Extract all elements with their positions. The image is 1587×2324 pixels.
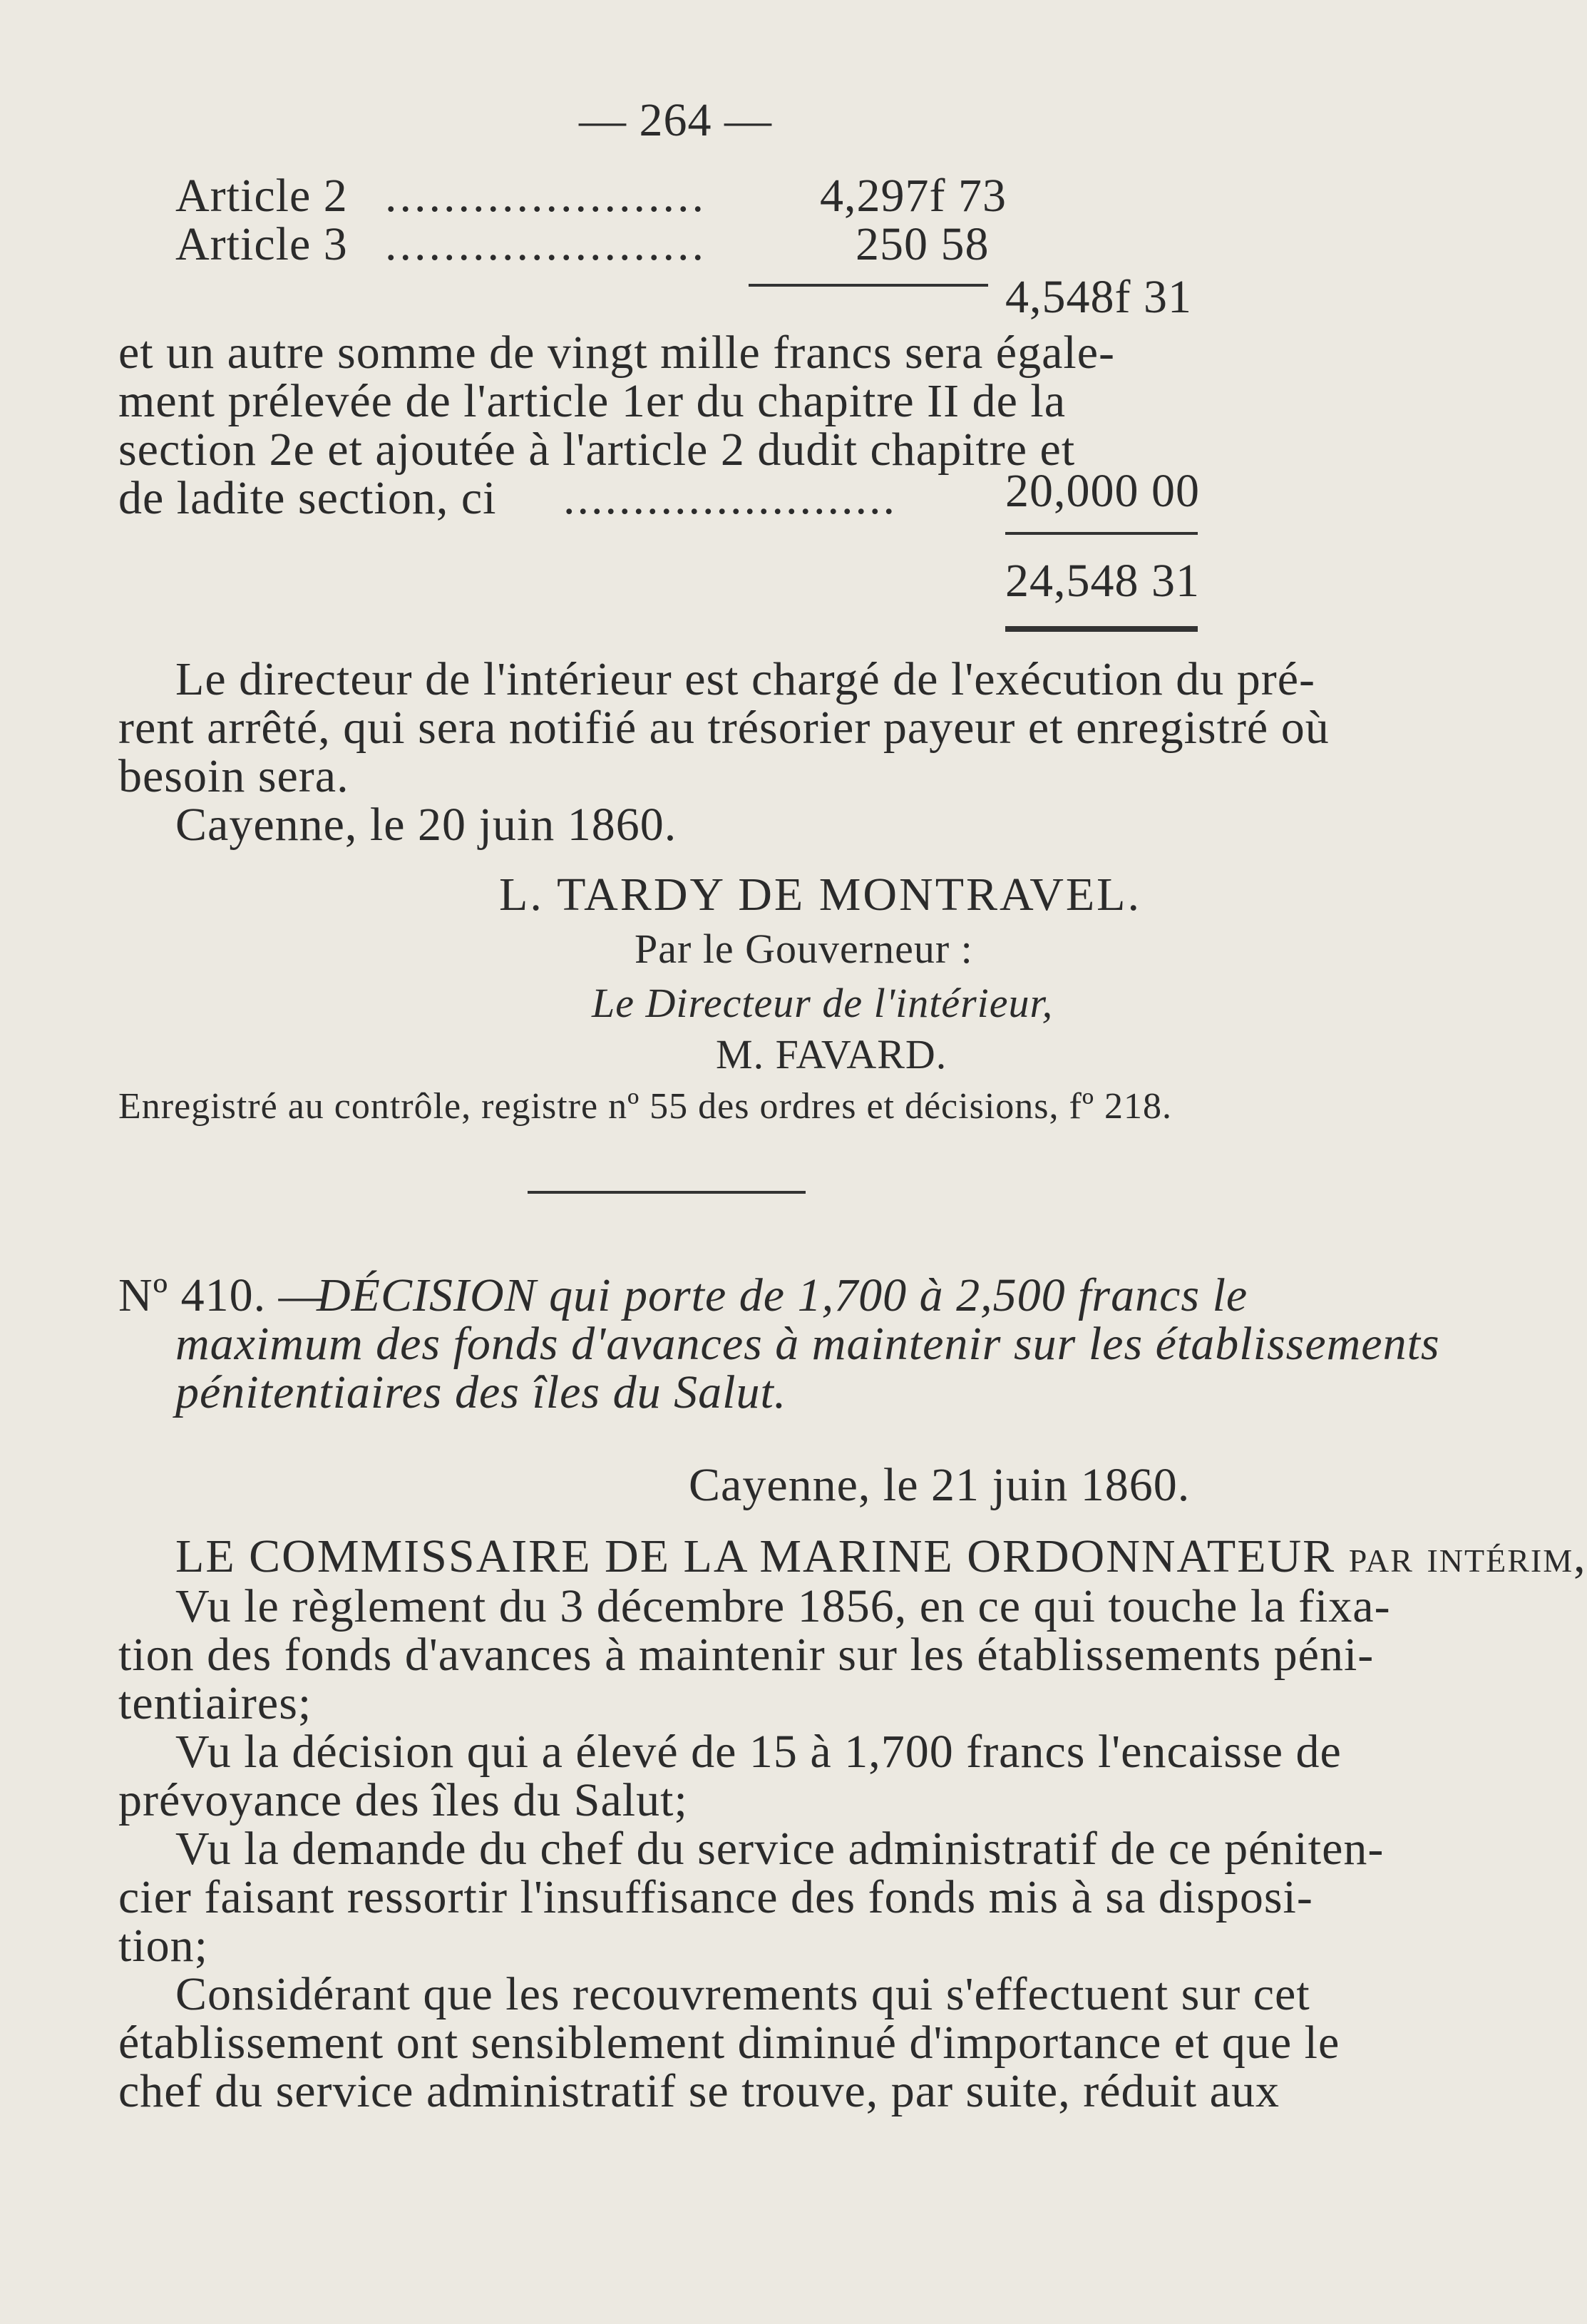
article-3-label: Article 3	[175, 218, 348, 270]
article-2-label: Article 2	[175, 170, 348, 222]
decision-date: Cayenne, le 21 juin 1860.	[689, 1459, 1191, 1511]
total-rule-bottom	[1005, 626, 1198, 632]
paragraph2-line: besoin sera.	[118, 750, 349, 802]
paragraph1-line: ment prélevée de l'article 1er du chapitre II de la	[118, 375, 1067, 427]
decision-title-line: DÉCISION qui porte de 1,700 à 2,500 francs le	[317, 1269, 1248, 1321]
total-rule-top	[1005, 532, 1198, 535]
article-3-amount: 250 58	[856, 218, 990, 270]
decision-title-line: pénitentiaires des îles du Salut.	[175, 1366, 787, 1418]
paragraph1-last-line: de ladite section, ci	[118, 472, 497, 524]
body-line: Vu la demande du chef du service administratif de ce péniten-	[175, 1823, 1385, 1875]
subtotal-amount: 4,548f 31	[1005, 271, 1192, 323]
body-line: établissement ont sensiblement diminué d'importance et que le	[118, 2017, 1340, 2069]
article-2-leader: ......................	[385, 170, 707, 222]
registration-note: Enregistré au contrôle, registre nº 55 des ordres et décisions, fº 218.	[118, 1086, 1172, 1127]
signature-name: L. TARDY DE MONTRAVEL.	[499, 869, 1141, 921]
article-3-leader: ......................	[385, 218, 707, 270]
subtotal-rule	[749, 284, 988, 287]
paragraph1-leader: ........................	[563, 472, 897, 524]
body-line: chef du service administratif se trouve, par suite, réduit aux	[118, 2065, 1280, 2117]
body-line: Vu le règlement du 3 décembre 1856, en ce qui touche la fixa-	[175, 1580, 1391, 1632]
body-line: tentiaires;	[118, 1677, 312, 1729]
signature-signer: M. FAVARD.	[716, 1031, 947, 1077]
body-line: tion;	[118, 1920, 209, 1972]
decision-number: Nº 410. —	[118, 1269, 327, 1321]
paragraph2-line: rent arrêté, qui sera notifié au trésorier payeur et enregistré où	[118, 702, 1330, 754]
article-2-amount: 4,297f 73	[820, 170, 1007, 222]
body-line: Vu la décision qui a élevé de 15 à 1,700 francs l'encaisse de	[175, 1726, 1342, 1778]
signature-by: Par le Gouverneur :	[635, 926, 973, 972]
decision-title-line: maximum des fonds d'avances à maintenir sur les établissements	[175, 1318, 1440, 1370]
body-line: cier faisant ressortir l'insuffisance des fonds mis à sa disposi-	[118, 1871, 1313, 1923]
paragraph1-line: et un autre somme de vingt mille francs sera égale-	[118, 327, 1115, 379]
body-line: LE COMMISSAIRE DE LA MARINE ORDONNATEUR par intérim,	[175, 1530, 1587, 1582]
paragraph2-line: Le directeur de l'intérieur est chargé de l'exécution du pré-	[175, 653, 1316, 705]
page-number: — 264 —	[579, 94, 772, 146]
section-separator	[528, 1191, 806, 1194]
signature-role: Le Directeur de l'intérieur,	[592, 980, 1054, 1026]
body-line: Considérant que les recouvrements qui s'effectuent sur cet	[175, 1968, 1310, 2020]
body-line: tion des fonds d'avances à maintenir sur les établissements péni-	[118, 1629, 1375, 1681]
total-amount: 24,548 31	[1005, 555, 1200, 607]
body-line: prévoyance des îles du Salut;	[118, 1774, 688, 1826]
paragraph1-line: section 2e et ajoutée à l'article 2 dudit chapitre et	[118, 424, 1076, 476]
paragraph1-amount: 20,000 00	[1005, 465, 1200, 517]
date-line: Cayenne, le 20 juin 1860.	[175, 799, 677, 851]
